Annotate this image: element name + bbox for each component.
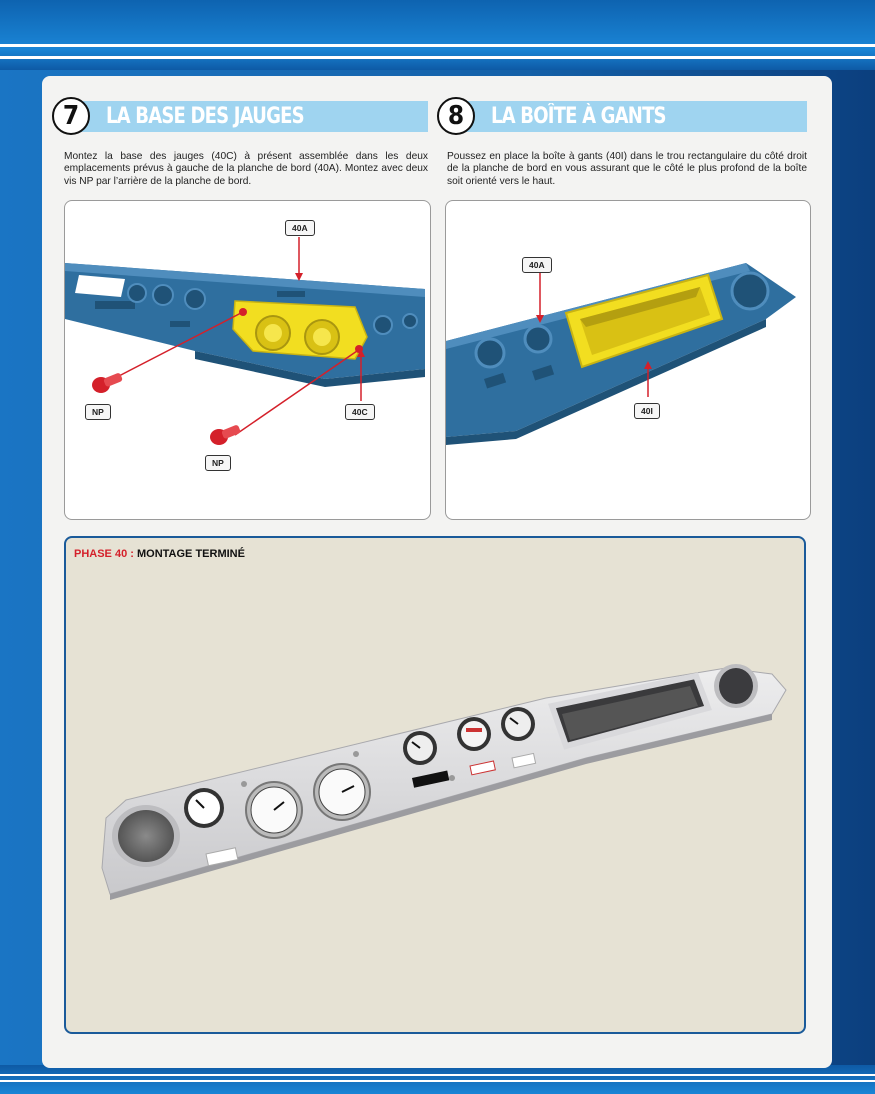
- label-np-1: NP: [85, 404, 111, 420]
- gauge-icon: [501, 707, 535, 741]
- final-title: MONTAGE TERMINÉ: [136, 548, 245, 560]
- step-7-number: 7: [52, 97, 90, 135]
- screw-icon: [92, 372, 123, 393]
- label-40c: 40C: [345, 404, 375, 420]
- dashboard-gauge-base-illustration: [65, 201, 430, 519]
- step-7-instructions: Montez la base des jauges (40C) à présent assemblée dans les deux emplacements prévus à gauche de la planche de bord (40A). Montez avec deux vis NP par l’arrière de la planche de bord.: [64, 151, 428, 187]
- speedometer-icon: [246, 782, 302, 838]
- phase-label: PHASE 40 :: [74, 548, 134, 560]
- gauge-icon: [184, 788, 224, 828]
- dashboard-glovebox-illustration: [446, 201, 810, 519]
- step-7-title: LA BASE DES JAUGES: [106, 104, 304, 129]
- speaker-icon: [714, 664, 758, 708]
- speaker-icon: [112, 805, 180, 867]
- label-40a: 40A: [522, 257, 552, 273]
- gauge-icon: [403, 731, 437, 765]
- header-stripe: [0, 44, 875, 47]
- step-7-figure: [64, 200, 431, 520]
- tachometer-icon: [314, 764, 370, 820]
- label-np-2: NP: [205, 455, 231, 471]
- step-8-figure: [445, 200, 811, 520]
- step-8-instructions: Poussez en place la boîte à gants (40I) dans le trou rectangulaire du côté droit de la planche de bord en vous assurant que le côté le plus profond de la boîte soit orienté vers le haut.: [447, 151, 807, 187]
- label-40a: 40A: [285, 220, 315, 236]
- label-40i: 40I: [634, 403, 660, 419]
- step-8-header: [437, 97, 807, 137]
- footer-stripe: [0, 1074, 875, 1076]
- step-8-number: 8: [437, 97, 475, 135]
- header-band: [0, 0, 875, 70]
- gauge-icon: [457, 717, 491, 751]
- header-stripe: [0, 56, 875, 59]
- footer-stripe: [0, 1080, 875, 1082]
- step-8-title: LA BOÎTE À GANTS: [491, 104, 666, 129]
- final-assembly-panel: [64, 536, 806, 1034]
- finished-dashboard-illustration: [66, 538, 804, 1032]
- step-7-header: [52, 97, 428, 137]
